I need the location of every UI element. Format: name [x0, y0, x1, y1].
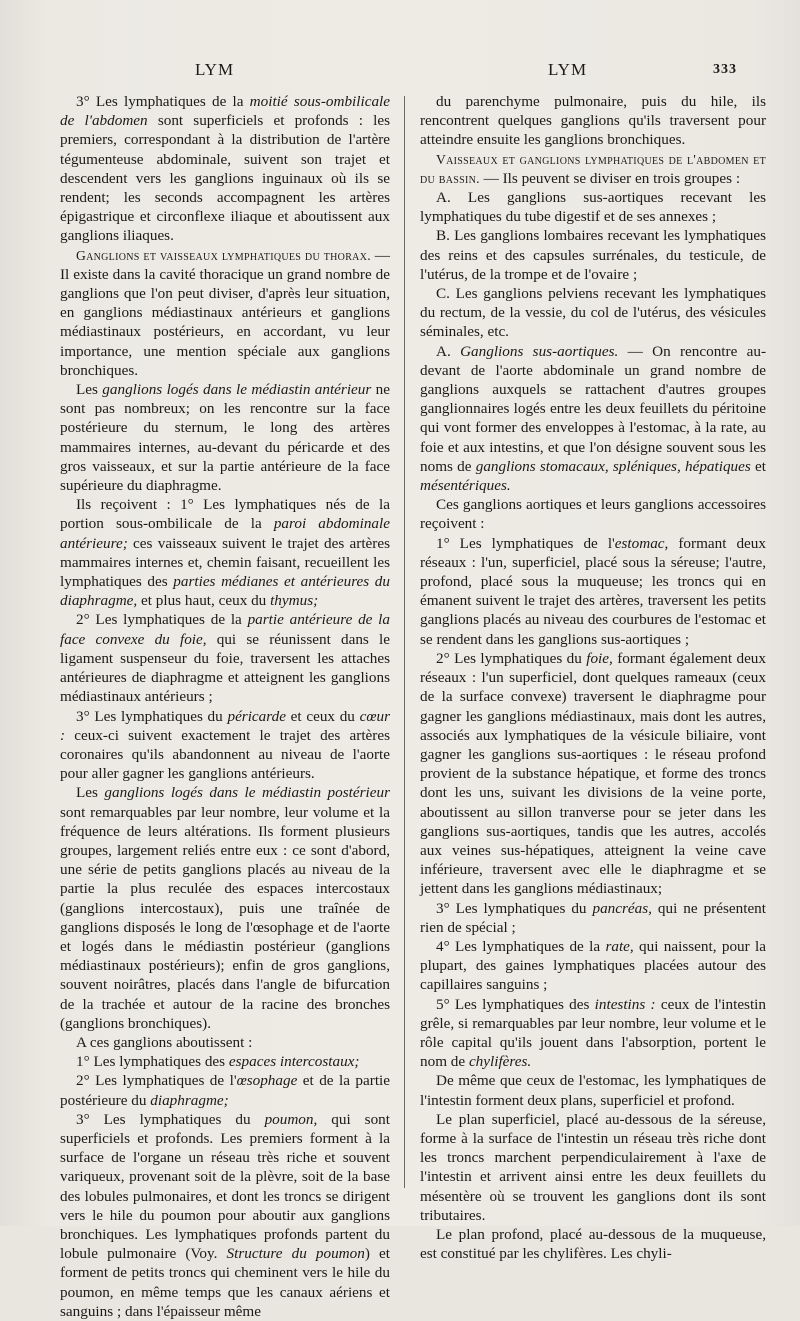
paragraph-text: qui se réunissent dans le ligament suspenseur du foie, traversent les attaches antérieures de diaphragme et atteignent les ganglions médiastinaux antérieurs ;	[60, 630, 390, 706]
paragraph	[420, 937, 766, 995]
paragraph-text: formant deux réseaux : l'un, superficiel, placé sous la séreuse; l'autre, profond, placé sous la muqueuse; les troncs qui en émanent suivent le trajet des artères, traversent les petits ganglions placés au niveau des courbures de l'estomac et se rendent dans les ganglions sus-aortiques ;	[420, 534, 766, 648]
paragraph	[60, 1071, 390, 1109]
paragraph-text: ) et forment de petits troncs qui cheminent vers le hile du poumon, en même temps que les canaux aériens et sanguins ; dans l'épaisseur même	[60, 1245, 390, 1320]
italic-term: péricarde	[227, 707, 286, 725]
paragraph-text: 3° Les lymphatiques du	[76, 707, 228, 725]
italic-term: thymus;	[270, 592, 319, 610]
paragraph-text: 3° Les lymphatiques du	[436, 899, 593, 917]
paragraph	[420, 649, 766, 899]
paragraph-text: Le plan superficiel, placé au-dessous de la séreuse, forme à la surface de l'intestin un réseau très riche dont les troncs marchent perpendiculairement à l'axe de l'intestin et arrivent ainsi entre les deux feuillets du mésentère où se trouvent les ganglions dont ils sont tributaires.	[420, 1110, 766, 1224]
paragraph	[420, 342, 766, 496]
italic-term: estomac,	[614, 534, 669, 552]
paragraph-text: C. Les ganglions pelviens recevant les lymphatiques du rectum, de la vessie, du col de l'utérus, des vésicules séminales, etc.	[420, 285, 766, 341]
paragraph-text: — Ils peuvent se diviser en trois groupes :	[479, 169, 741, 187]
paragraph-text: 2° Les lymphatiques de l'	[76, 1072, 237, 1090]
paragraph	[60, 707, 390, 784]
paragraph	[420, 226, 766, 284]
italic-term: mésentériques.	[420, 477, 511, 495]
paragraph	[420, 1110, 766, 1225]
paragraph-text: 3° Les lymphatiques de la	[76, 93, 250, 110]
paragraph	[60, 246, 390, 380]
paragraph	[60, 92, 390, 246]
paragraph-text: De même que ceux de l'estomac, les lymphatiques de l'intestin forment deux plans, superficiel et profond.	[420, 1072, 766, 1109]
paragraph	[420, 284, 766, 342]
paragraph-text: 5° Les lymphatiques des	[436, 995, 595, 1013]
paragraph	[420, 92, 766, 150]
paragraph	[60, 610, 390, 706]
paragraph	[60, 1110, 390, 1321]
italic-term: chylifères.	[468, 1053, 532, 1071]
paragraph-text: sont superficiels et profonds : les premiers, correspondant à la distribution de l'artère tégumenteuse abdominale, suivent son trajet et descendent vers les ganglions inguinaux où ils se rendent; les seconds accompagnent les artères épigastrique et circonflexe iliaque et aboutissent aux ganglions iliaques.	[60, 112, 391, 245]
italic-term: foie,	[586, 649, 613, 667]
paragraph-text: Les	[76, 784, 105, 802]
italic-term: ganglions logés dans le médiastin postérieur	[104, 784, 390, 802]
italic-term: poumon,	[264, 1110, 318, 1128]
paragraph-text: qui naissent, pour la plupart, des gaines lymphatiques placées autour des capillaires sanguins ;	[420, 937, 766, 994]
paragraph-text: B. Les ganglions lombaires recevant les lymphatiques des reins et des capsules surrénales, du testicule, de l'utérus, de la trompe et de l'ovaire ;	[420, 227, 766, 283]
italic-term: paroi abdominale antérieure;	[60, 515, 390, 552]
paragraph	[420, 1071, 766, 1109]
running-header	[0, 56, 800, 86]
italic-term: moitié sous-ombilicale de l'abdomen	[60, 93, 390, 130]
italic-term: Ganglions sus-aortiques.	[460, 342, 619, 360]
paragraph	[60, 380, 390, 495]
paragraph-text: et de la partie postérieure du	[60, 1072, 390, 1109]
right-running-title: LYM	[548, 60, 588, 79]
paragraph-text: — Il existe dans la cavité thoracique un grand nombre de ganglions que l'on peut diviser, d'après leur situation, en ganglions médiastinaux antérieurs et ganglions médiastinaux postérieurs, en accordant, vu leur importance, une mention spéciale aux ganglions bronchiques.	[60, 246, 390, 379]
paragraph-text: ceux-ci suivent exactement le trajet des artères coronaires qu'ils abandonnent au niveau de l'aorte pour aller gagner les ganglions antérieurs.	[60, 726, 390, 783]
italic-term: pancréas,	[592, 899, 652, 917]
paragraph-text: 3° Les lymphatiques du	[76, 1110, 265, 1128]
italic-term: diaphragme;	[150, 1091, 229, 1109]
paragraph-text: 4° Les lymphatiques de la	[436, 937, 606, 955]
paragraph-text: et ceux du	[285, 707, 360, 725]
paragraph	[420, 150, 766, 188]
italic-term: Structure du poumon	[226, 1245, 365, 1263]
paragraph-text: sont remarquables par leur nombre, leur volume et la fréquence de leurs altérations. Ils forment plusieurs groupes, largement reliés entre eux : ce sont d'abord, une série de petits ganglions placés au niveau de la partie la plus reculée des espaces intercostaux (ganglions intercostaux), puis une traînée de ganglions disposés le long de l'œsophage et de l'aorte et logés dans le médiastin postérieur (ganglions médiastinaux postérieurs); enfin de gros ganglions, souvent noirâtres, placés dans l'angle de bifurcation de la trachée et autour de la racine des bronches (ganglions bronchiques).	[60, 803, 390, 1032]
paragraph-text: ceux de l'intestin grêle, si remarquables par leur nombre, leur volume et le rôle capital qu'ils jouent dans l'absorption, portent le nom de	[420, 995, 766, 1071]
paragraph	[60, 1033, 390, 1052]
paragraph-text: formant également deux réseaux : l'un superficiel, dont quelques rameaux (ceux de la surface convexe) traversent le diaphragme pour gagner les ganglions médiastinaux, mais dont les autres, associés aux lymphatiques de la vésicule biliaire, vont gagner les ganglions sus-aortiques : le réseau profond provient de la substance hépatique, et forme des troncs dont les uns, suivant les divisions de la veine porte, aboutissent au sillon tranverse pour se jeter dans les ganglions sus-aortiques, tandis que les autres, accolés aux veines sus-hépatiques, atteignent la veine cave inférieure, traversent avec elle le diaphragme et se jettent dans les ganglions médiastinaux;	[420, 649, 766, 898]
paragraph-text: 2° Les lymphatiques du	[436, 649, 587, 667]
paragraph	[420, 1225, 766, 1263]
paragraph	[420, 188, 766, 226]
paragraph-text: A ces ganglions aboutissent :	[76, 1033, 253, 1051]
italic-term: ganglions logés dans le médiastin antérieur	[102, 381, 372, 399]
italic-term: rate,	[605, 937, 634, 955]
paragraph	[420, 534, 766, 649]
paragraph-text: qui ne présentent rien de spécial ;	[420, 899, 766, 936]
paragraph-text: Les	[76, 381, 103, 399]
paragraph-text: ne sont pas nombreux; on les rencontre sur la face postérieure du sternum, le long des artères mammaires internes, au-devant du péricarde et des gros vaisseaux, et sur la partie antérieure de la face supérieure du diaphragme.	[60, 381, 390, 495]
left-running-title: LYM	[195, 60, 235, 79]
paragraph-text: — On rencontre au-devant de l'aorte abdominale un grand nombre de ganglions auxquels se rattachent d'autres groupes ganglionnaires logés entre les deux feuillets du péritoine qui vont former des enveloppes à l'estomac, à la rate, au foie et aux intestins, et que l'on désigne souvent sous les noms de	[420, 342, 767, 475]
paragraph-text: A.	[436, 342, 461, 360]
paragraph-text: et	[750, 457, 766, 475]
paragraph-text: Le plan profond, placé au-dessous de la muqueuse, est constitué par les chylifères. Les chyli-	[420, 1225, 766, 1263]
paragraph-text: A. Les ganglions sus-aortiques recevant les lymphatiques du tube digestif et de ses annexes ;	[420, 189, 766, 226]
italic-term: espaces intercostaux;	[228, 1053, 360, 1071]
italic-term: œsophage	[236, 1072, 298, 1090]
paragraph	[60, 783, 390, 1033]
paragraph	[60, 1052, 390, 1071]
paragraph	[420, 995, 766, 1072]
paragraph-text: ces vaisseaux suivent le trajet des artères mammaires internes et, chemin faisant, recueillent les lymphatiques des	[60, 534, 390, 591]
column-divider	[404, 96, 405, 1188]
paragraph-text: 2° Les lymphatiques de la	[76, 611, 248, 629]
italic-term: intestins :	[594, 995, 656, 1013]
section-heading: Vaisseaux et ganglions lymphatiques de l'abdomen et du bassin.	[420, 151, 766, 186]
section-heading: Ganglions et vaisseaux lymphatiques du thorax.	[76, 247, 371, 263]
italic-term: cœur :	[60, 707, 390, 744]
left-text-column	[60, 92, 390, 1321]
italic-term: parties médianes et antérieures du diaphragme,	[60, 573, 390, 610]
paragraph	[420, 899, 766, 937]
paragraph	[420, 495, 766, 533]
paragraph-text: 1° Les lymphatiques des	[76, 1053, 229, 1071]
paragraph	[60, 495, 390, 610]
italic-term: partie antérieure de la face convexe du foie,	[60, 611, 390, 648]
right-text-column	[420, 92, 766, 1263]
paragraph-text: du parenchyme pulmonaire, puis du hile, ils rencontrent quelques ganglions qu'ils traversent pour atteindre ensuite les ganglions bronchiques.	[420, 93, 766, 149]
paragraph-text: et plus haut, ceux du	[137, 592, 271, 610]
italic-term: ganglions stomacaux, spléniques, hépatiques	[475, 457, 751, 475]
paragraph-text: 1° Les lymphatiques de l'	[436, 534, 615, 552]
paragraph-text: Ces ganglions aortiques et leurs ganglions accessoires reçoivent :	[420, 496, 766, 533]
paragraph-text: qui sont superficiels et profonds. Les premiers forment à la surface de l'organe un réseau très riche et souvent variqueux, provenant soit de la plèvre, soit de la base des lobules pulmonaires, et dont les troncs se dirigent vers le hile du poumon pour aboutir aux ganglions bronchiques. Les lymphatiques profonds partent du lobule pulmonaire (Voy.	[60, 1110, 390, 1263]
paragraph-text: Ils reçoivent : 1° Les lymphatiques nés de la portion sous-ombilicale de la	[60, 496, 390, 533]
page-number: 333	[713, 62, 737, 77]
